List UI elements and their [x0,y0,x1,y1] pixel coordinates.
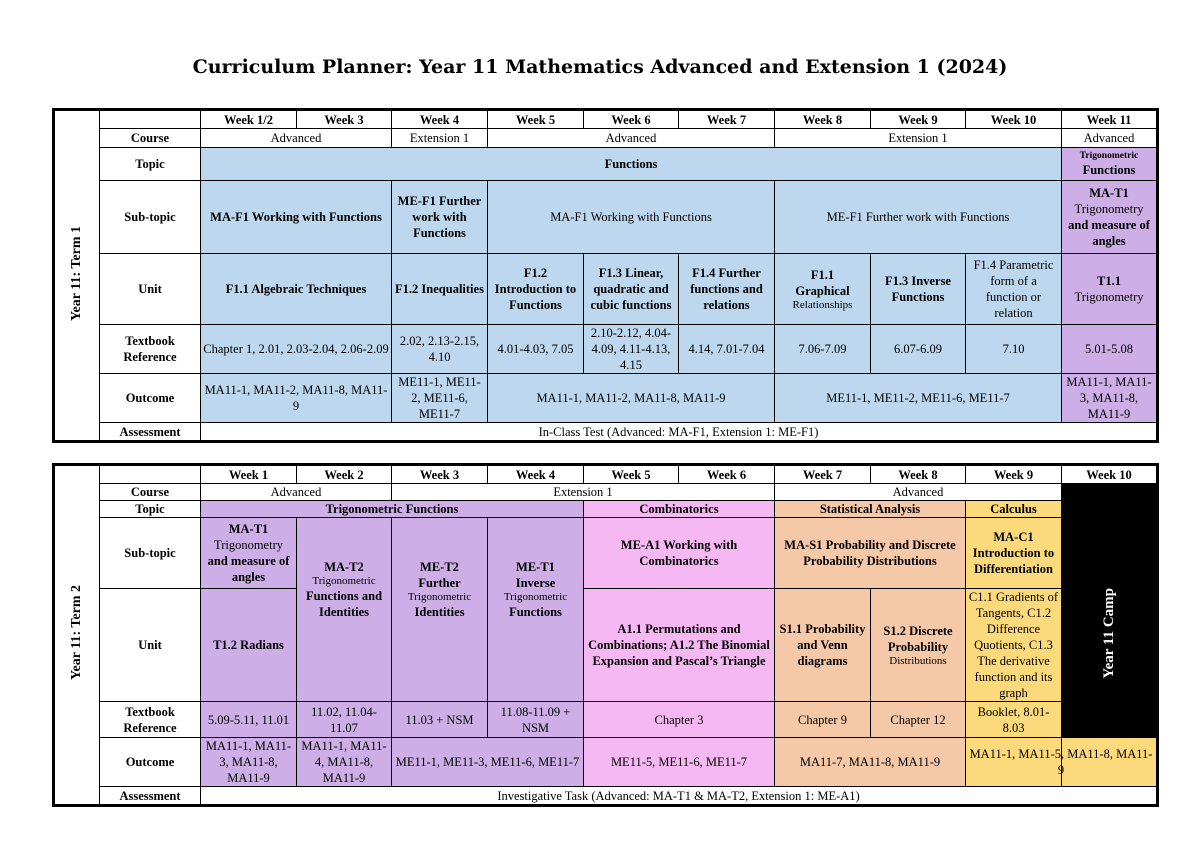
outcome-cell: ME11-1, ME11-2, ME11-6, ME11-7 [775,374,1062,423]
subtopic-cell: MA-T1 Trigonometry and measure of angles [1062,181,1158,254]
week-header: Week 3 [297,110,392,129]
unit-cell: F1.1 Graphical Relationships [775,254,871,325]
unit-cell: F1.2 Introduction to Functions [488,254,584,325]
unit-cell: S1.1 Probability and Venn diagrams [775,589,871,702]
outcome-cell: MA11-1, MA11-4, MA11-8, MA11-9 [297,738,392,787]
textbook-cell: 5.09-5.11, 11.01 [201,702,297,738]
term2-textbook-row [54,702,1158,738]
subtopic-cell: MA-F1 Working with Functions [488,181,775,254]
term1-topic-row [54,148,1158,181]
term1-assessment-row [54,423,1158,442]
row-label-assessment: Assessment [100,423,201,442]
textbook-cell: Chapter 9 [775,702,871,738]
week-header: Week 3 [392,465,488,484]
textbook-cell: Chapter 3 [584,702,775,738]
week-header: Week 9 [966,465,1062,484]
unit-cell: C1.1 Gradients of Tangents, C1.2 Difference Quotients, C1.3 The derivative function and its graph [966,589,1062,702]
week-header: Week 10 [1062,465,1158,484]
textbook-cell: 4.14, 7.01-7.04 [679,325,775,374]
subtopic-cell: ME-F1 Further work with Functions [775,181,1062,254]
subtopic-cell: MA-S1 Probability and Discrete Probability Distributions [775,518,966,589]
term1-unit-row [54,254,1158,325]
row-label-outcome: Outcome [100,374,201,423]
unit-cell: F1.4 Further functions and relations [679,254,775,325]
topic-cell: Statistical Analysis [775,501,966,518]
course-cell: Extension 1 [775,129,1062,148]
subtopic-cell: ME-T2 Further Trigonometric Identities [392,518,488,702]
row-label-course: Course [100,484,201,501]
row-label-unit: Unit [100,589,201,702]
week-header: Week 7 [679,110,775,129]
course-cell: Advanced [775,484,1062,501]
subtopic-cell: MA-F1 Working with Functions [201,181,392,254]
term2-weeks-row [54,465,1158,484]
textbook-cell: 7.06-7.09 [775,325,871,374]
row-label-textbook: Textbook Reference [100,702,201,738]
week-header: Week 5 [488,110,584,129]
outcome-cell: MA11-1, MA11-3, MA11-8, MA11-9 [201,738,297,787]
subtopic-cell: ME-F1 Further work with Functions [392,181,488,254]
course-cell: Extension 1 [392,484,775,501]
term2-unit-row [54,589,1158,702]
outcome-cell: ME11-5, ME11-6, ME11-7 [584,738,775,787]
week-header: Week 8 [871,465,966,484]
camp-cell: Year 11 Camp [1062,484,1158,787]
term2-table [52,463,1159,807]
topic-cell: Trigonometric Functions [201,501,584,518]
textbook-cell: Chapter 12 [871,702,966,738]
outcome-cell: MA11-1, MA11-2, MA11-8, MA11-9 [201,374,392,423]
textbook-cell: 5.01-5.08 [1062,325,1158,374]
row-label-assessment: Assessment [100,787,201,806]
row-label-unit: Unit [100,254,201,325]
term2-assessment-row [54,787,1158,806]
row-label-outcome: Outcome [100,738,201,787]
textbook-cell: Chapter 1, 2.01, 2.03-2.04, 2.06-2.09 [201,325,392,374]
term2-subtopic-row [54,518,1158,589]
week-header: Week 4 [488,465,584,484]
row-label-topic: Topic [100,501,201,518]
week-header: Week 11 [1062,110,1158,129]
term1-table [52,108,1159,443]
week-header: Week 8 [775,110,871,129]
textbook-cell: 2.10-2.12, 4.04-4.09, 4.11-4.13, 4.15 [584,325,679,374]
outcome-cell: ME11-1, ME11-2, ME11-6, ME11-7 [392,374,488,423]
outcome-cell: ME11-1, ME11-3, ME11-6, ME11-7 [392,738,584,787]
week-header: Week 1 [201,465,297,484]
week-header: Week 9 [871,110,966,129]
row-label-subtopic: Sub-topic [100,518,201,589]
course-cell: Advanced [201,129,392,148]
topic-cell: Combinatorics [584,501,775,518]
unit-cell: F1.4 Parametric form of a function or relation [966,254,1062,325]
unit-cell: F1.1 Algebraic Techniques [201,254,392,325]
subtopic-cell: ME-T1 Inverse Trigonometric Functions [488,518,584,702]
week-header: Week 5 [584,465,679,484]
term2-label: Year 11: Term 2 [54,465,100,806]
unit-cell: F1.3 Inverse Functions [871,254,966,325]
term2-topic-row [54,501,1158,518]
unit-cell: S1.2 Discrete Probability Distributions [871,589,966,702]
course-cell: Extension 1 [392,129,488,148]
course-cell: Advanced [488,129,775,148]
textbook-cell: 4.01-4.03, 7.05 [488,325,584,374]
week-header: Week 2 [297,465,392,484]
term1-weeks-row [54,110,1158,129]
outcome-cell: MA11-1, MA11-2, MA11-8, MA11-9 [488,374,775,423]
textbook-cell: 11.08-11.09 + NSM [488,702,584,738]
page-title: Curriculum Planner: Year 11 Mathematics Advanced and Extension 1 (2024) [192,56,1008,78]
unit-cell: T1.2 Radians [201,589,297,702]
week-header: Week 7 [775,465,871,484]
term1-label: Year 11: Term 1 [54,110,100,442]
unit-cell: F1.2 Inequalities [392,254,488,325]
textbook-cell: 11.02, 11.04-11.07 [297,702,392,738]
subtopic-cell: MA-T1 Trigonometry and measure of angles [201,518,297,589]
week-header: Week 10 [966,110,1062,129]
subtopic-cell: MA-C1 Introduction to Differentiation [966,518,1062,589]
topic-cell: Calculus [966,501,1062,518]
term1-outcome-row [54,374,1158,423]
outcome-cell: MA11-1, MA11-5, MA11-8, MA11-9 [966,738,1158,787]
course-cell: Advanced [1062,129,1158,148]
row-label-course: Course [100,129,201,148]
outcome-cell: MA11-1, MA11-3, MA11-8, MA11-9 [1062,374,1158,423]
term1-subtopic-row [54,181,1158,254]
textbook-cell: 11.03 + NSM [392,702,488,738]
term2-course-row [54,484,1158,501]
textbook-cell: Booklet, 8.01-8.03 [966,702,1062,738]
course-cell: Advanced [201,484,392,501]
row-label-topic: Topic [100,148,201,181]
textbook-cell: 2.02, 2.13-2.15, 4.10 [392,325,488,374]
textbook-cell: 6.07-6.09 [871,325,966,374]
term2-outcome-row [54,738,1158,787]
unit-cell: F1.3 Linear, quadratic and cubic functions [584,254,679,325]
outcome-cell: MA11-7, MA11-8, MA11-9 [775,738,966,787]
week-header: Week 6 [679,465,775,484]
row-label-textbook: Textbook Reference [100,325,201,374]
textbook-cell: 7.10 [966,325,1062,374]
subtopic-cell: ME-A1 Working with Combinatorics [584,518,775,589]
week-header: Week 6 [584,110,679,129]
week-header: Week 1/2 [201,110,297,129]
assessment-cell: In-Class Test (Advanced: MA-F1, Extension 1: ME-F1) [201,423,1158,442]
unit-cell: T1.1 Trigonometry [1062,254,1158,325]
unit-cell: A1.1 Permutations and Combinations; A1.2 The Binomial Expansion and Pascal’s Triangle [584,589,775,702]
term1-course-row [54,129,1158,148]
term1-textbook-row [54,325,1158,374]
week-header: Week 4 [392,110,488,129]
topic-cell: Trigonometric Functions [1062,148,1158,181]
subtopic-cell: MA-T2 Trigonometric Functions and Identities [297,518,392,702]
assessment-cell: Investigative Task (Advanced: MA-T1 & MA-T2, Extension 1: ME-A1) [201,787,1158,806]
topic-cell: Functions [201,148,1062,181]
row-label-subtopic: Sub-topic [100,181,201,254]
